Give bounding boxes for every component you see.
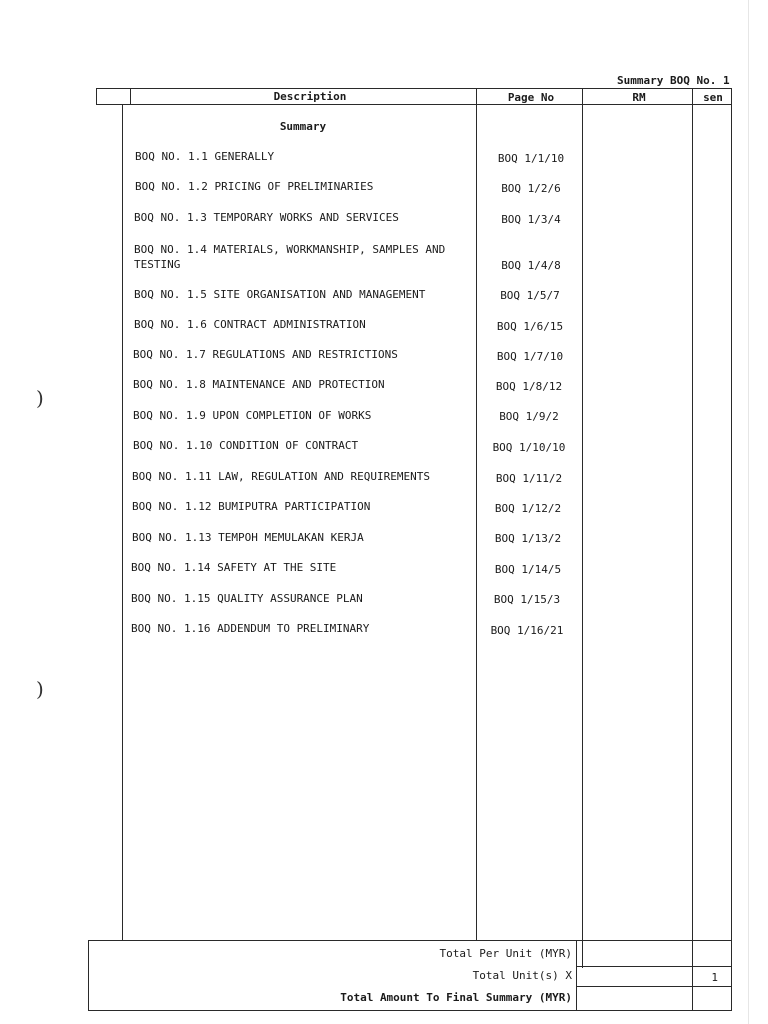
header-bottom-border xyxy=(96,104,732,105)
list-item-description: BOQ NO. 1.11 LAW, REGULATION AND REQUIREMENTS xyxy=(132,470,431,483)
list-item-page: BOQ 1/2/6 xyxy=(501,182,561,195)
list-item-description: BOQ NO. 1.14 SAFETY AT THE SITE xyxy=(131,561,337,574)
list-item-description: BOQ NO. 1.1 GENERALLY xyxy=(135,150,275,163)
totals-top-border xyxy=(88,940,732,941)
per-unit-line xyxy=(576,966,732,967)
page-edge xyxy=(748,0,749,1024)
table-left-border-bottom xyxy=(88,940,89,1010)
list-item-page: BOQ 1/8/12 xyxy=(495,380,563,393)
page-reference: Summary BOQ No. 1 xyxy=(617,74,730,87)
header-rm: RM xyxy=(632,91,646,104)
total-per-unit-label: Total Per Unit (MYR) xyxy=(439,947,572,960)
list-item-page: BOQ 1/16/21 xyxy=(490,624,564,637)
list-item-description: BOQ NO. 1.8 MAINTENANCE AND PROTECTION xyxy=(133,378,385,391)
punch-hole-mark: ) xyxy=(36,386,44,410)
list-item-page: BOQ 1/14/5 xyxy=(494,563,562,576)
total-final-summary-label: Total Amount To Final Summary (MYR) xyxy=(340,991,572,1004)
list-item-description: BOQ NO. 1.5 SITE ORGANISATION AND MANAGEMENT xyxy=(134,288,426,301)
list-item-page: BOQ 1/3/4 xyxy=(501,213,561,226)
table-left-border-top xyxy=(96,88,97,105)
list-item-page: BOQ 1/9/2 xyxy=(499,410,559,423)
margin-divider xyxy=(122,104,123,940)
list-item-page: BOQ 1/12/2 xyxy=(494,502,562,515)
list-item-page: BOQ 1/13/2 xyxy=(494,532,562,545)
list-item-description: BOQ NO. 1.6 CONTRACT ADMINISTRATION xyxy=(134,318,366,331)
total-units-label: Total Unit(s) X xyxy=(472,969,572,982)
rm-divider xyxy=(692,88,693,1010)
table-bottom-border xyxy=(88,1010,732,1011)
list-item-page: BOQ 1/15/3 xyxy=(493,593,561,606)
list-item-description: BOQ NO. 1.3 TEMPORARY WORKS AND SERVICES xyxy=(134,211,399,224)
list-item-description: BOQ NO. 1.9 UPON COMPLETION OF WORKS xyxy=(133,409,372,422)
list-item-description: BOQ NO. 1.12 BUMIPUTRA PARTICIPATION xyxy=(132,500,371,513)
list-item-description: BOQ NO. 1.16 ADDENDUM TO PRELIMINARY xyxy=(131,622,370,635)
list-item-page: BOQ 1/4/8 xyxy=(501,259,561,272)
table-right-border xyxy=(731,88,732,1010)
list-item-page: BOQ 1/10/10 xyxy=(492,441,566,454)
list-item-page: BOQ 1/1/10 xyxy=(497,152,565,165)
list-item-description: BOQ NO. 1.13 TEMPOH MEMULAKAN KERJA xyxy=(132,531,364,544)
list-item-description: BOQ NO. 1.10 CONDITION OF CONTRACT xyxy=(133,439,359,452)
list-item-description: BOQ NO. 1.4 MATERIALS, WORKMANSHIP, SAMPLES AND TESTING xyxy=(134,243,446,271)
list-item-description: BOQ NO. 1.2 PRICING OF PRELIMINARIES xyxy=(135,180,374,193)
header-sen: sen xyxy=(703,91,723,104)
section-title: Summary xyxy=(279,120,327,133)
header-description: Description xyxy=(273,90,347,103)
punch-hole-mark: ) xyxy=(36,677,44,701)
totals-divider xyxy=(576,940,577,1010)
units-line xyxy=(576,986,732,987)
list-item-page: BOQ 1/5/7 xyxy=(500,289,560,302)
header-page-no: Page No xyxy=(507,91,555,104)
list-item-description: BOQ NO. 1.7 REGULATIONS AND RESTRICTIONS xyxy=(133,348,398,361)
list-item-description: BOQ NO. 1.15 QUALITY ASSURANCE PLAN xyxy=(131,592,363,605)
total-units-value: 1 xyxy=(711,971,718,984)
table-top-border xyxy=(96,88,732,89)
margin-divider-top xyxy=(130,88,131,105)
list-item-page: BOQ 1/6/15 xyxy=(496,320,564,333)
list-item-page: BOQ 1/11/2 xyxy=(495,472,563,485)
list-item-page: BOQ 1/7/10 xyxy=(496,350,564,363)
